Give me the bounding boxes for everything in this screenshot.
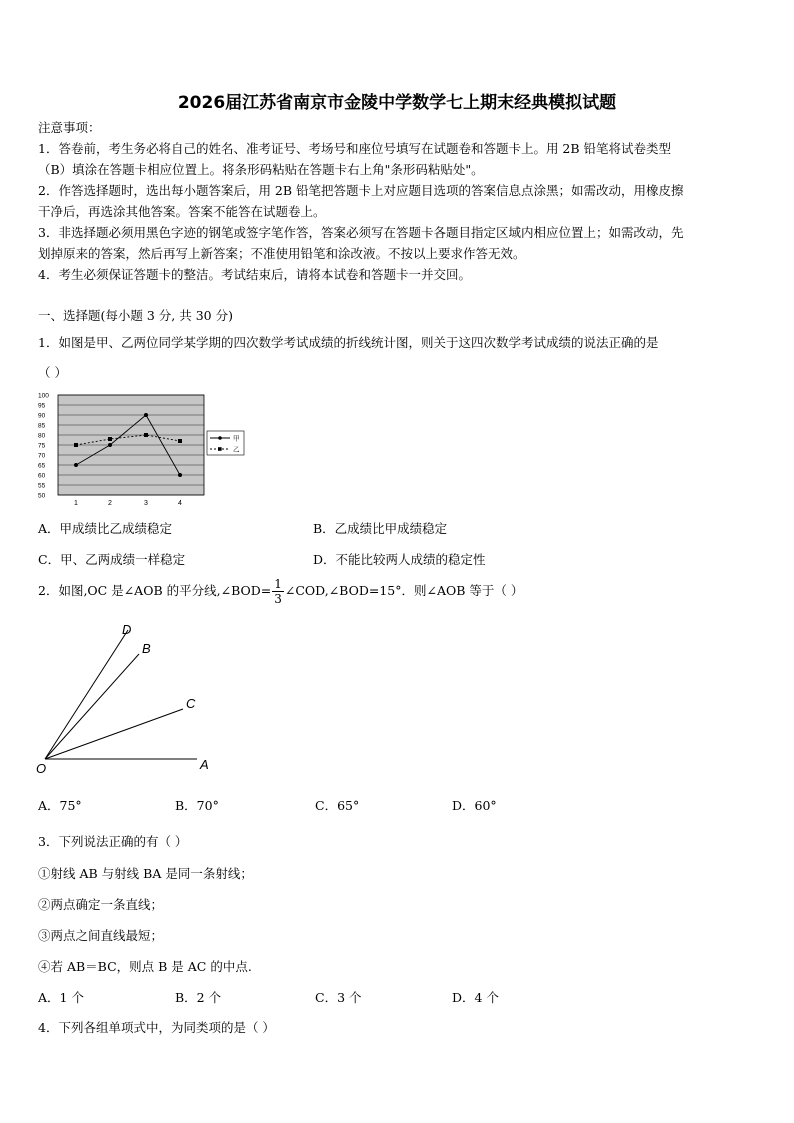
y-tick-label: 50	[38, 492, 46, 500]
q2-option-d: D．60°	[452, 798, 497, 813]
x-tick-label: 1	[74, 500, 78, 507]
fraction-one-third	[272, 577, 284, 606]
q2-option-b: B．70°	[175, 798, 219, 813]
notice-block	[38, 117, 684, 285]
x-tick-label: 2	[108, 500, 112, 507]
q1-option-c: C．甲、乙两成绩一样稳定	[38, 552, 186, 567]
notice-heading: 注意事项：	[38, 120, 101, 135]
q3-option-d: D．4 个	[452, 990, 499, 1005]
notice-line: 划掉原来的答案，然后再写上新答案；不准使用铅笔和涂改液。不按以上要求作答无效。	[38, 246, 526, 261]
y-tick-label: 90	[38, 412, 46, 420]
q1-option-d: D．不能比较两人成绩的稳定性	[313, 552, 486, 567]
y-tick-label: 60	[38, 472, 46, 480]
q1-line-chart	[36, 390, 246, 508]
y-tick-label: 65	[38, 462, 46, 470]
q2-stem	[38, 577, 523, 606]
y-tick-label: 75	[38, 442, 46, 450]
data-point	[108, 443, 112, 447]
data-point	[74, 443, 78, 447]
ray-ob	[45, 654, 139, 759]
label-a: A	[200, 757, 209, 772]
q1-option-a: A．甲成绩比乙成绩稳定	[38, 521, 173, 536]
x-tick-label: 4	[178, 500, 182, 507]
fraction-denominator: 3	[274, 592, 282, 606]
label-d: D	[122, 622, 132, 637]
q2-option-a: A．75°	[38, 798, 82, 813]
q1-paren: （ ）	[38, 365, 67, 380]
legend-marker	[218, 447, 222, 451]
fraction-numerator: 1	[274, 577, 282, 591]
q2-angle-diagram	[30, 618, 220, 778]
legend-marker	[218, 436, 222, 440]
notice-line: 4．考生必须保证答题卡的整洁。考试结束后，请将本试卷和答题卡一并交回。	[38, 267, 471, 282]
q2-stem-part1: 2．如图,OC 是∠AOB 的平分线,∠BOD=	[38, 583, 272, 598]
x-tick-labels	[74, 500, 182, 507]
data-point	[178, 439, 182, 443]
label-o: O	[36, 761, 47, 776]
q3-option-a: A．1 个	[38, 990, 84, 1005]
q3-stem: 3．下列说法正确的有（ ）	[38, 834, 188, 849]
page-title: 2026届江苏省南京市金陵中学数学七上期末经典模拟试题	[177, 93, 617, 113]
data-point	[108, 437, 112, 441]
notice-line: （B）填涂在答题卡相应位置上。将条形码粘贴在答题卡右上角"条形码粘贴处"。	[38, 162, 484, 177]
y-tick-label: 95	[38, 402, 46, 410]
chart-legend	[207, 431, 244, 455]
section-heading: 一、选择题(每小题 3 分, 共 30 分)	[38, 308, 233, 323]
q2-option-c: C．65°	[315, 798, 360, 813]
q1-stem: 1．如图是甲、乙两位同学某学期的四次数学考试成绩的折线统计图，则关于这四次数学考试成绩的说法正确的是	[38, 335, 659, 350]
q2-stem-part2: ∠COD,∠BOD=15°．则∠AOB 等于（ ）	[284, 583, 524, 598]
ray-oc	[45, 709, 183, 759]
notice-line: 干净后，再选涂其他答案。答案不能答在试题卷上。	[38, 204, 326, 219]
q3-item-4: ④若 AB＝BC，则点 B 是 AC 的中点.	[38, 959, 252, 974]
q4-stem: 4．下列各组单项式中，为同类项的是（ ）	[38, 1020, 275, 1035]
q3-option-c: C．3 个	[315, 990, 362, 1005]
label-b: B	[142, 641, 151, 656]
data-point	[74, 463, 78, 467]
q3-item-3: ③两点之间直线最短；	[38, 928, 164, 943]
q3-option-b: B．2 个	[175, 990, 222, 1005]
y-tick-label: 100	[38, 392, 49, 400]
label-c: C	[186, 696, 196, 711]
legend-label: 甲	[233, 435, 240, 443]
y-tick-label: 85	[38, 422, 46, 430]
data-point	[144, 413, 148, 417]
x-tick-label: 3	[144, 500, 148, 507]
notice-line: 2．作答选择题时，选出每小题答案后，用 2B 铅笔把答题卡上对应题目选项的答案信息点涂黑；如需改动，用橡皮擦	[38, 183, 684, 198]
y-tick-labels	[38, 393, 49, 500]
y-tick-label: 80	[38, 432, 46, 440]
q1-option-b: B．乙成绩比甲成绩稳定	[313, 521, 448, 536]
q3-item-2: ②两点确定一条直线；	[38, 897, 164, 912]
y-tick-label: 55	[38, 482, 46, 490]
data-point	[178, 473, 182, 477]
notice-line: 3．非选择题必须用黑色字迹的钢笔或签字笔作答，答案必须写在答题卡各题目指定区域内相应位置上；如需改动，先	[38, 225, 684, 240]
legend-label: 乙	[233, 446, 240, 454]
q3-item-1: ①射线 AB 与射线 BA 是同一条射线；	[38, 866, 253, 881]
data-point	[144, 433, 148, 437]
ray-od	[45, 630, 128, 759]
y-tick-label: 70	[38, 452, 46, 460]
notice-line: 1．答卷前，考生务必将自己的姓名、准考证号、考场号和座位号填写在试题卷和答题卡上。用 2B 铅笔将试卷类型	[38, 141, 672, 156]
